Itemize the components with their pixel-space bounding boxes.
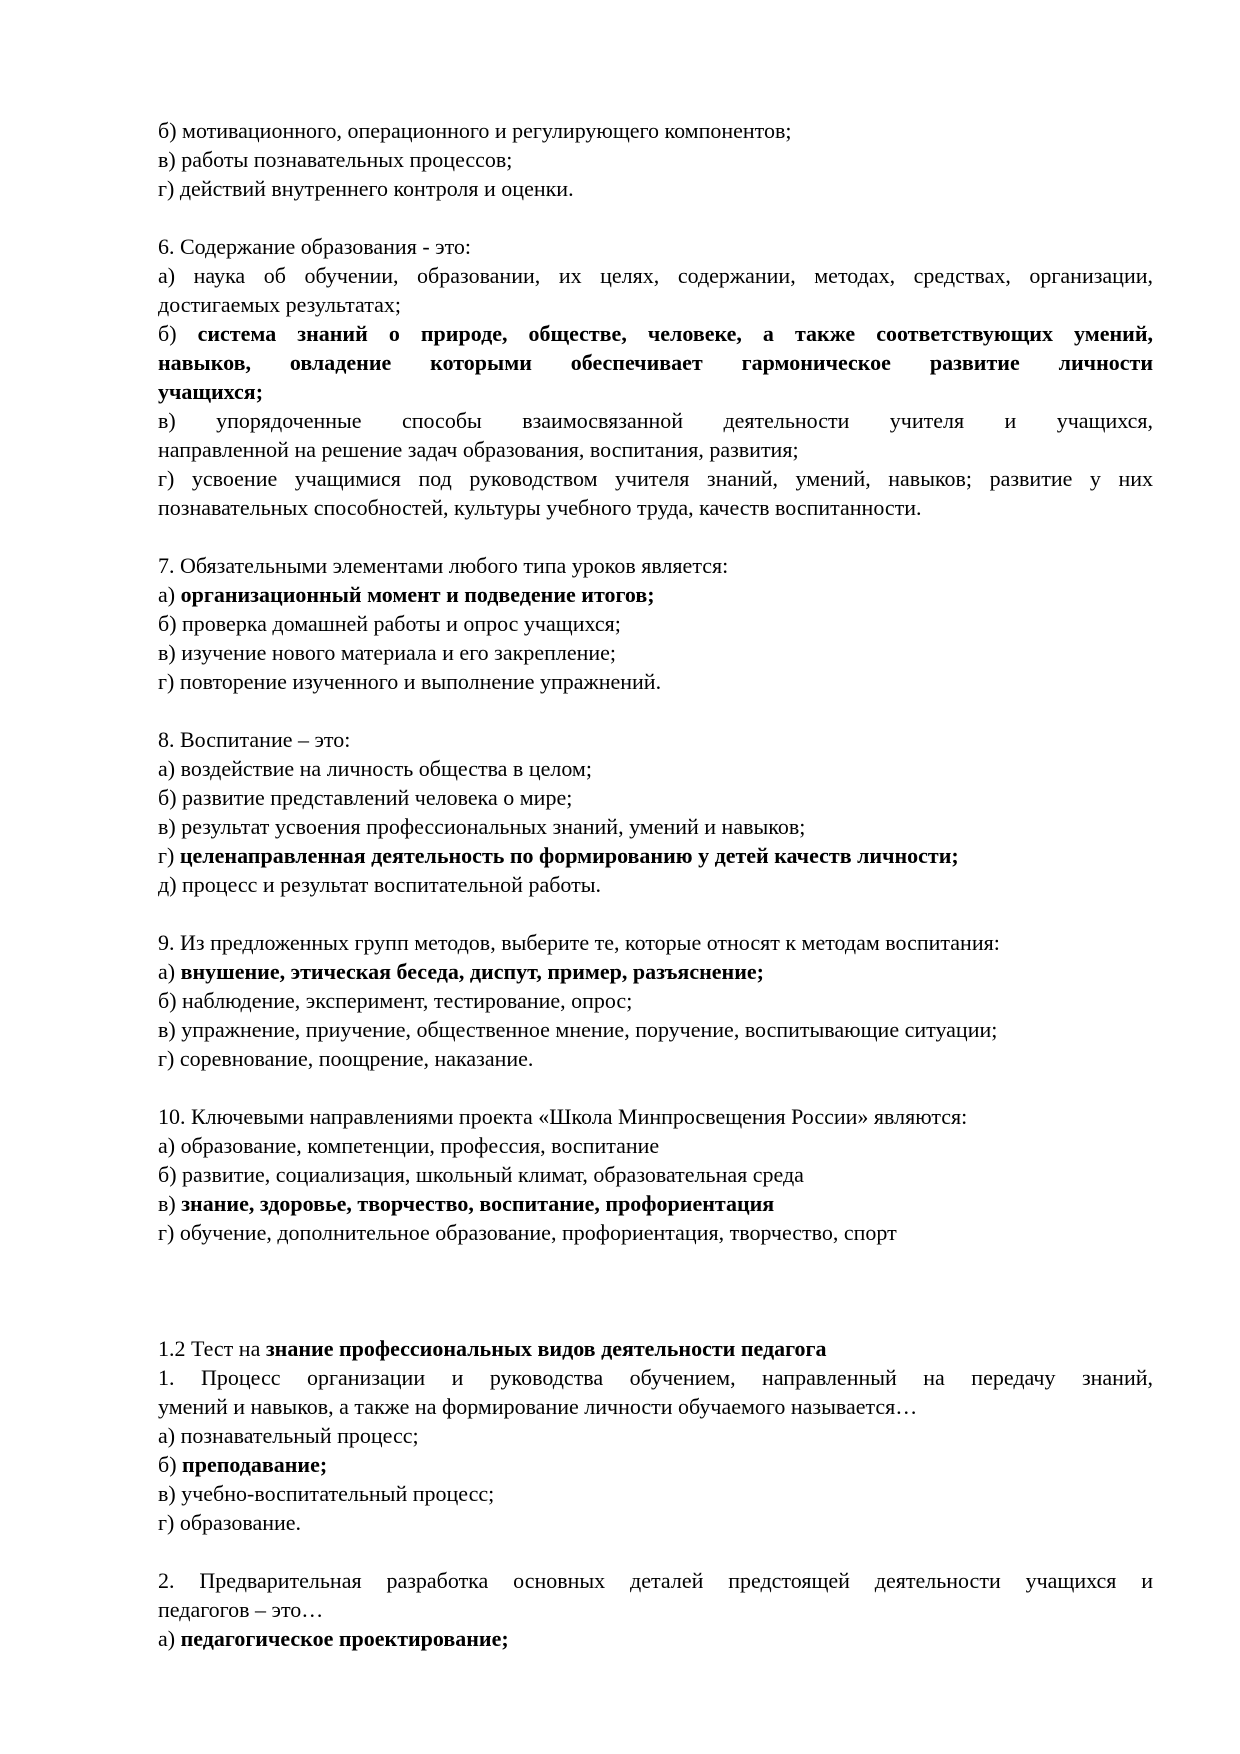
paragraph [158,812,1153,841]
text-block-3 [158,725,1153,899]
text-line [158,1218,1153,1247]
text-line [158,1160,1153,1189]
text-run: а) [158,959,181,984]
paragraph [158,1479,1153,1508]
paragraph [158,1363,1153,1421]
text-block-0 [158,116,1153,203]
text-run: в) работы познавательных процессов; [158,147,513,172]
text-run: б) наблюдение, эксперимент, тестирование, опрос; [158,988,633,1013]
text-run: 9. Из предложенных групп методов, выберите те, которые относят к методам воспитания: [158,930,1000,955]
paragraph [158,1015,1153,1044]
text-line [158,290,1153,319]
paragraph [158,1044,1153,1073]
paragraph [158,1624,1153,1653]
paragraph [158,841,1153,870]
text-line [158,232,1153,261]
text-line [158,319,1153,348]
text-line [158,667,1153,696]
text-run: 2. Предварительная разработка основных деталей предстоящей деятельности учащихся и [158,1568,1153,1593]
text-line [158,580,1153,609]
paragraph [158,1334,1153,1363]
paragraph [158,1508,1153,1537]
text-line [158,928,1153,957]
paragraph [158,1421,1153,1450]
text-line [158,638,1153,667]
text-line [158,812,1153,841]
text-run: 6. Содержание образования - это: [158,234,472,259]
text-run: в) упражнение, приучение, общественное мнение, поручение, воспитывающие ситуации; [158,1017,998,1042]
text-block-2 [158,551,1153,696]
text-line [158,145,1153,174]
text-run: а) образование, компетенции, профессия, воспитание [158,1133,660,1158]
text-run: 7. Обязательными элементами любого типа уроков является: [158,553,729,578]
paragraph [158,116,1153,145]
answer-bold-text: знание, здоровье, творчество, воспитание, профориентация [181,1191,775,1216]
text-line [158,986,1153,1015]
paragraph [158,957,1153,986]
text-block-1 [158,232,1153,522]
text-line [158,609,1153,638]
text-run: г) образование. [158,1510,302,1535]
text-run: б) [158,321,198,346]
answer-bold-text: организационный момент и подведение итогов; [180,582,655,607]
paragraph [158,754,1153,783]
text-line [158,1189,1153,1218]
text-line [158,464,1153,493]
text-run: а) наука об обучении, образовании, их целях, содержании, методах, средствах, организации, [158,263,1153,288]
answer-bold-text: целенаправленная деятельность по формированию у детей качеств личности; [179,843,959,868]
answer-bold-text: преподавание; [182,1452,328,1477]
text-run: в) [158,1191,182,1216]
paragraph [158,145,1153,174]
text-run: педагогов – это… [158,1597,324,1622]
text-line [158,841,1153,870]
text-run: г) [158,843,180,868]
text-run: д) процесс и результат воспитательной работы. [158,872,602,897]
paragraph [158,986,1153,1015]
text-run: 8. Воспитание – это: [158,727,351,752]
text-line [158,406,1153,435]
text-line [158,870,1153,899]
text-run: а) [158,582,181,607]
paragraph [158,1131,1153,1160]
text-run: в) результат усвоения профессиональных знаний, умений и навыков; [158,814,806,839]
paragraph [158,928,1153,957]
paragraph [158,319,1153,406]
text-run: в) изучение нового материала и его закрепление; [158,640,617,665]
paragraph [158,725,1153,754]
answer-bold-text: учащихся; [158,379,264,404]
text-run: 1. Процесс организации и руководства обучением, направленный на передачу знаний, [158,1365,1153,1390]
paragraph [158,783,1153,812]
paragraph [158,1218,1153,1247]
text-line [158,493,1153,522]
text-line [158,957,1153,986]
paragraph [158,406,1153,464]
text-line [158,1566,1153,1595]
text-line [158,1508,1153,1537]
paragraph [158,580,1153,609]
paragraph [158,1102,1153,1131]
text-line [158,348,1153,377]
paragraph [158,464,1153,522]
text-line [158,1479,1153,1508]
text-line [158,174,1153,203]
paragraph [158,1450,1153,1479]
text-block-4 [158,928,1153,1073]
text-line [158,1363,1153,1392]
text-line [158,725,1153,754]
paragraph [158,1160,1153,1189]
text-run: 10. Ключевыми направлениями проекта «Школа Минпросвещения России» являются: [158,1104,968,1129]
text-run: направленной на решение задач образования, воспитания, развития; [158,437,799,462]
text-run: 1.2 Тест на [158,1336,266,1361]
text-run: достигаемых результатах; [158,292,401,317]
text-run: а) [158,1626,181,1651]
text-line [158,754,1153,783]
text-line [158,1044,1153,1073]
text-run: г) соревнование, поощрение, наказание. [158,1046,534,1071]
document-body [158,116,1153,1653]
text-line [158,435,1153,464]
text-block-7 [158,1566,1153,1653]
answer-bold-text: система знаний о природе, обществе, человеке, а также соответствующих умений, [197,321,1153,346]
text-run: б) развитие, социализация, школьный климат, образовательная среда [158,1162,804,1187]
text-run: в) упорядоченные способы взаимосвязанной деятельности учителя и учащихся, [158,408,1153,433]
paragraph [158,870,1153,899]
text-line [158,1102,1153,1131]
paragraph [158,638,1153,667]
text-block-6 [158,1334,1153,1537]
text-line [158,1595,1153,1624]
text-line [158,783,1153,812]
text-run: а) воздействие на личность общества в целом; [158,756,592,781]
text-run: б) проверка домашней работы и опрос учащихся; [158,611,621,636]
paragraph [158,174,1153,203]
paragraph [158,667,1153,696]
answer-bold-text: внушение, этическая беседа, диспут, пример, разъяснение; [180,959,764,984]
paragraph [158,609,1153,638]
text-run: а) познавательный процесс; [158,1423,419,1448]
text-line [158,1334,1153,1363]
paragraph [158,232,1153,261]
text-line [158,1624,1153,1653]
text-run: г) обучение, дополнительное образование, профориентация, творчество, спорт [158,1220,897,1245]
text-run: г) действий внутреннего контроля и оценки. [158,176,574,201]
text-run: б) мотивационного, операционного и регулирующего компонентов; [158,118,792,143]
text-line [158,1421,1153,1450]
paragraph [158,1566,1153,1624]
answer-bold-text: педагогическое проектирование; [180,1626,509,1651]
text-line [158,1015,1153,1044]
text-run: познавательных способностей, культуры учебного труда, качеств воспитанности. [158,495,922,520]
text-run: г) повторение изученного и выполнение упражнений. [158,669,662,694]
text-line [158,551,1153,580]
text-run: умений и навыков, а также на формирование личности обучаемого называется… [158,1394,918,1419]
text-block-5 [158,1102,1153,1247]
text-run: б) [158,1452,183,1477]
text-line [158,377,1153,406]
text-line [158,261,1153,290]
text-run: в) учебно-воспитательный процесс; [158,1481,495,1506]
text-line [158,1131,1153,1160]
answer-bold-text: навыков, овладение которыми обеспечивает гармоническое развитие личности [158,350,1153,375]
paragraph [158,1189,1153,1218]
text-line [158,1392,1153,1421]
text-line [158,1450,1153,1479]
text-run: б) развитие представлений человека о мире; [158,785,573,810]
text-run: г) усвоение учащимися под руководством учителя знаний, умений, навыков; развитие у них [158,466,1153,491]
answer-bold-text: знание профессиональных видов деятельности педагога [265,1336,827,1361]
text-line [158,116,1153,145]
paragraph [158,551,1153,580]
paragraph [158,261,1153,319]
